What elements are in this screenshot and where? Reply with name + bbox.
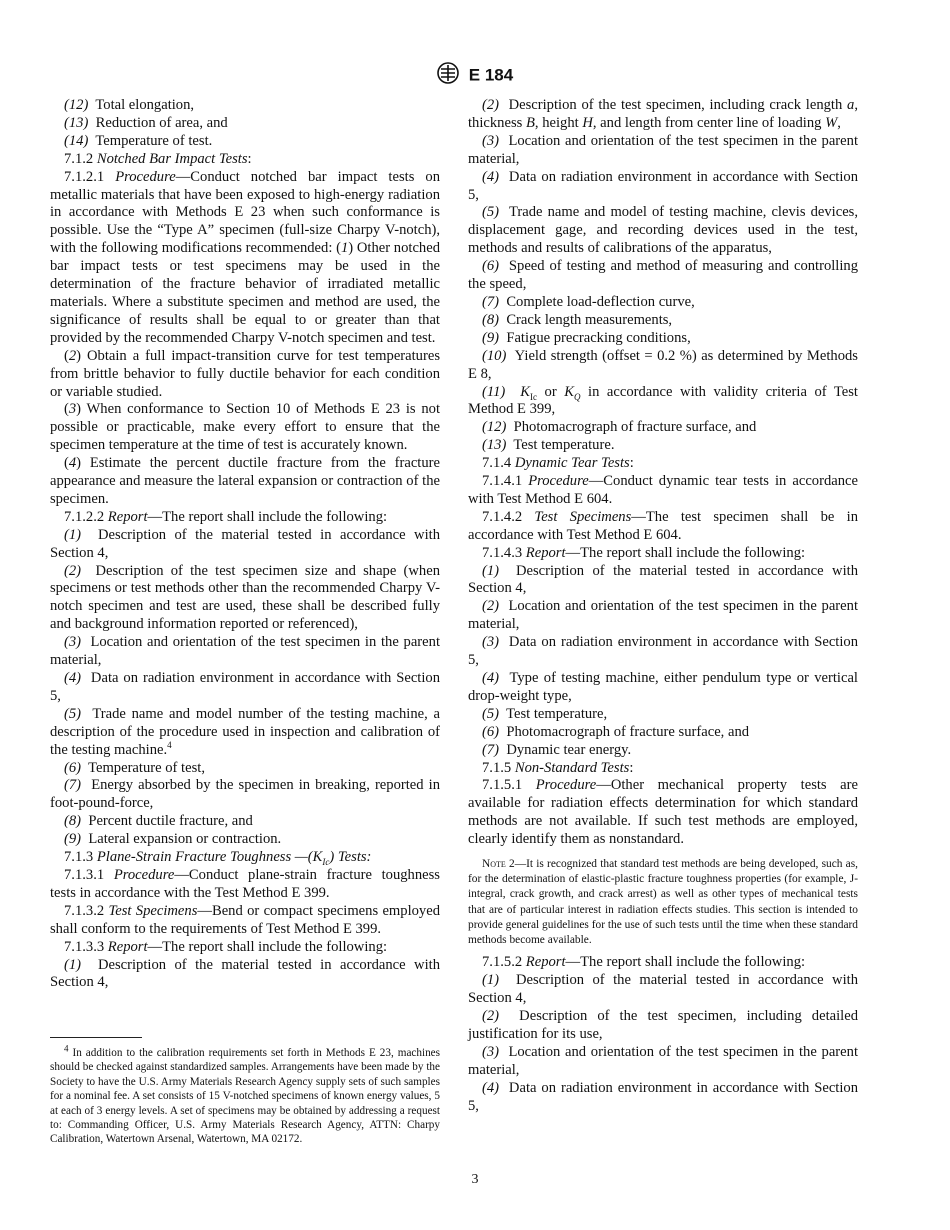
list-item: (3) Data on radiation environment in accordance with Section 5,	[468, 634, 858, 669]
list-item: (2) Description of the test specimen, including detailed justification for its use,	[468, 1008, 858, 1042]
list-item: (1) Description of the material tested in accordance with Section 4,	[468, 972, 858, 1007]
list-item: (3) Location and orientation of the test specimen in the parent material,	[468, 1043, 858, 1078]
list-item: (6) Temperature of test,	[64, 759, 205, 776]
paragraph: 7.1.4.1 Procedure—Conduct dynamic tear tests in accordance with Test Method E 604.	[468, 473, 858, 507]
list-item: (3) Location and orientation of the test specimen in the parent material,	[50, 634, 440, 669]
paragraph: (4) Estimate the percent ductile fracture from the fracture appearance and measure the lateral expansion or contraction of the specimen.	[50, 455, 440, 507]
section-heading: 7.1.2 Notched Bar Impact Tests:	[64, 150, 252, 167]
section-heading: 7.1.2.2 Report—The report shall include the following:	[64, 508, 388, 525]
right-column	[468, 97, 858, 1115]
note-block: Note 2—It is recognized that standard test methods are being developed, such as, for the determination of elastic-plastic fracture toughness properties (for example, J-integral, crack growth, and crack arrest) as well as other types of mechanical tests that are of particular interest in radiation effects studies. This section is intended to provide general guidelines for the use of such tests until the time when these standard methods become available.	[468, 858, 858, 947]
list-item: (13) Test temperature.	[482, 437, 615, 454]
list-item: (9) Lateral expansion or contraction.	[64, 831, 282, 848]
footnote-divider	[50, 1037, 142, 1038]
list-item: (7) Energy absorbed by the specimen in breaking, reported in foot-pound-force,	[50, 777, 440, 812]
list-item: (6) Speed of testing and method of measuring and controlling the speed,	[468, 258, 859, 293]
astm-logo-icon	[437, 62, 459, 89]
section-heading: 7.1.4.3 Report—The report shall include the following:	[482, 544, 806, 561]
paragraph: 7.1.5.1 Procedure—Other mechanical property tests are available for radiation effects determination for which standard methods are not available. If such test methods are employed, clearly identify them as nonstandard.	[468, 777, 858, 848]
list-item: (10) Yield strength (offset = 0.2 %) as determined by Methods E 8,	[468, 347, 858, 382]
list-item: (2) Description of the test specimen size and shape (when specimens or test methods other than the recommended Charpy V-notch specimen and test are used, these shall be described fully and background information reported or referenced),	[50, 562, 440, 633]
list-item: (1) Description of the material tested in accordance with Section 4,	[50, 956, 440, 991]
section-heading: 7.1.5.2 Report—The report shall include the following:	[482, 954, 806, 971]
list-item: (8) Crack length measurements,	[482, 311, 673, 328]
list-item: (5) Trade name and model of testing machine, clevis devices, displacement gage, and recording devices used in the test, methods and results of calibrations of the apparatus,	[468, 204, 858, 257]
list-item: (12) Photomacrograph of fracture surface, and	[482, 419, 757, 436]
list-item: (14) Temperature of test.	[64, 132, 213, 149]
paragraph: 7.1.2.1 Procedure—Conduct notched bar impact tests on metallic materials that have been exposed to high-energy radiation in accordance with Methods E 23 when such conformance is possible. Use the “Type A” specimen (full-size Charpy V-notch), with the following modifications recommended: (1) Other notched bar impact tests or test specimens may be used in the determination of the fracture behavior of irradiated metallic materials. Where a substitute specimen and method are used, the significance of results shall be equal to or greater than that provided by the recommended Charpy V-notch specimen and test.	[50, 168, 441, 346]
section-heading: 7.1.3.3 Report—The report shall include the following:	[64, 938, 388, 955]
list-item: (5) Trade name and model number of the testing machine, a description of the procedure used in inspection and calibration of the testing machine.$^4$	[50, 705, 440, 758]
paragraph: (2) Obtain a full impact-transition curve for test temperatures from brittle behavior to fully ductile behavior for each condition or variable studied.	[50, 347, 440, 400]
list-item: (12) Total elongation,	[64, 97, 195, 113]
list-item: (13) Reduction of area, and	[64, 114, 228, 131]
list-item: (11) $K_{Ic}$ or $K_Q$ in accordance with validity criteria of Test Method E 399,	[468, 383, 858, 418]
left-column	[50, 97, 440, 992]
list-item: (2) Description of the test specimen, including crack length a, thickness B, height H, and length from center line of loading W,	[468, 97, 858, 131]
paragraph: 7.1.4.2 Test Specimens—The test specimen shall be in accordance with Test Method E 604.	[468, 508, 858, 543]
footnote: $^4$ In addition to the calibration requirements set forth in Methods E 23, machines should be checked against standardized samples. Arrangements have been made by the Society to have the U.S. Army Materials Research Agency supply sets of such samples for a nominal fee. A set consists of 15 V-notched specimens of known energy values, 5 at each of 3 energy levels. A set of specimens may be obtained by addressing a request to: Commanding Officer, U.S. Army Materials Research Agency, ATTN: Charpy Calibration, Watertown Arsenal, Watertown, MA 02172.	[50, 1043, 440, 1146]
list-item: (4) Type of testing machine, either pendulum type or vertical drop-weight type,	[468, 670, 858, 704]
section-heading: 7.1.4 Dynamic Tear Tests:	[482, 455, 634, 472]
section-heading: 7.1.3 Plane-Strain Fracture Toughness $—(K_{Ic})$ Tests:	[64, 849, 372, 867]
section-heading: 7.1.5 Non-Standard Tests:	[482, 759, 634, 776]
paragraph: 7.1.3.1 Procedure—Conduct plane-strain fracture toughness tests in accordance with the Test Method E 399.	[50, 866, 440, 901]
list-item: (4) Data on radiation environment in accordance with Section 5,	[468, 1079, 858, 1114]
list-item: (6) Photomacrograph of fracture surface, and	[482, 723, 750, 740]
list-item: (7) Complete load-deflection curve,	[482, 293, 695, 310]
paragraph: (3) When conformance to Section 10 of Methods E 23 is not possible or practicable, make every effort to ensure that the specimen temperature at the time of test is accurately known.	[50, 401, 440, 454]
document-designation: E 184	[468, 65, 514, 85]
footnote-ref: 4	[167, 739, 172, 750]
list-item: (9) Fatigue precracking conditions,	[482, 329, 691, 346]
page-header	[0, 62, 950, 89]
list-item: (8) Percent ductile fracture, and	[64, 813, 253, 830]
list-item: (4) Data on radiation environment in accordance with Section 5,	[468, 168, 858, 203]
list-item: (2) Location and orientation of the test specimen in the parent material,	[468, 598, 858, 633]
list-item: (3) Location and orientation of the test specimen in the parent material,	[468, 132, 858, 167]
list-item: (5) Test temperature,	[482, 705, 608, 722]
list-item: (7) Dynamic tear energy.	[482, 741, 632, 758]
list-item: (4) Data on radiation environment in accordance with Section 5,	[50, 670, 440, 704]
page-number: 3	[471, 1172, 479, 1187]
list-item: (1) Description of the material tested in accordance with Section 4,	[50, 526, 440, 561]
list-item: (1) Description of the material tested in accordance with Section 4,	[468, 562, 858, 597]
paragraph: 7.1.3.2 Test Specimens—Bend or compact specimens employed shall conform to the requirements of Test Method E 399.	[50, 902, 440, 937]
